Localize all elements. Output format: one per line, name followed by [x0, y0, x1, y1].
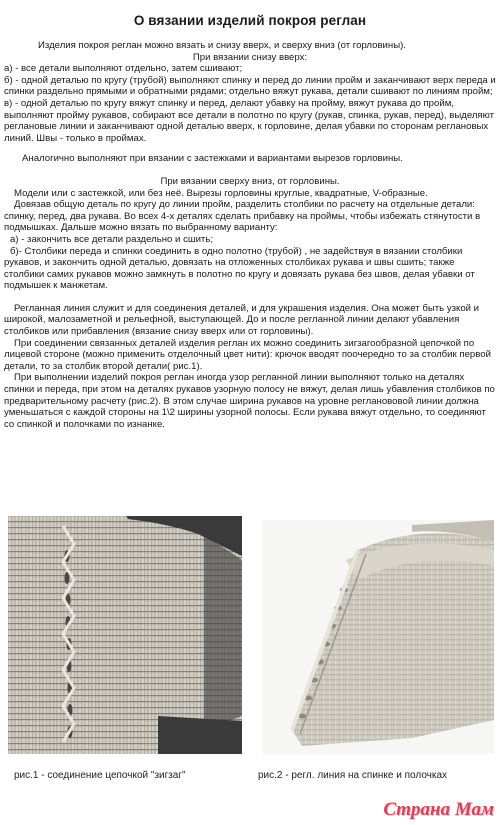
article-title: О вязании изделий покроя реглан [133, 13, 367, 28]
crochet-zigzag-image [8, 516, 242, 754]
paragraph-divide: Довязав общую деталь по кругу до линии пройм, разделить столбики по расчету на отдельные детали: спинку, перед, два рукава. Во всех 4-х деталях сделать прибавку на проймы, чтобы избежать стянутости в подмышках. Дальше можно вязать по выбранному варианту: [4, 199, 481, 234]
figure-2-photo [262, 520, 494, 754]
paragraph-b: б) - одной деталью по кругу (трубой) выполняют спинку и перед до линии пройм и заканчивают верх переда и спинки раздельно прямыми и обратными рядами; отдельно вяжут рукава, детали сшивают по линиям пройм; [4, 74, 496, 98]
figure-1-photo [8, 516, 242, 754]
paragraph-raglan-line: Регланная линия служит и для соединения деталей, и для украшения изделия. Она может быть узкой и широкой, малозаметной и рельефной, выступающей. До и после регланной линии делают убавления столбиков или прибавления (вязание снизу вверх или от горловины). [4, 302, 480, 338]
paragraph-td-b: б)- Столбики переда и спинки соединить в одно полотно (трубой) , не задействуя в вязании столбики рукавов, и закончить одной деталью, довязать на отложенных столбиках рукава и швы сшить; также столбики самих рукавов можно замкнуть в полотно по кругу и довязать рукава без швов, делая убавки от подмышек к манжетам. [4, 245, 475, 292]
strana-mam-logo [383, 799, 494, 821]
paragraph-models: Модели или с застежкой, или без неё. Вырезы горловины круглые, квадратные, V-образные. [14, 187, 428, 199]
paragraph-top-down-heading: При вязании сверху вниз, от горловины. [160, 175, 340, 187]
paragraph-c: в) - одной деталью по кругу вяжут спинку и перед, делают убавку на пройму, вяжут рукава до пройм, выполняют пройму рукавов, собирают все детали в полотно по кругу (рукав, спинка, рукав, перед), выделяют реглановые линии и заканчивают одной деталью вверх, к горловине, делая убавки по сторонам реглановых линий. Швы - только в проймах. [4, 97, 495, 144]
crochet-raglan-image [262, 520, 494, 754]
figure-2-caption: рис.2 - регл. линия на спинке и полочках [258, 770, 448, 781]
article-body [4, 40, 496, 430]
logo-text: Страна Мам [383, 799, 494, 820]
paragraph-similar: Аналогично выполняют при вязании с застежками и вариантами вырезов горловины. [22, 153, 403, 165]
paragraph-td-a: а) - закончить все детали раздельно и сшить; [10, 233, 213, 245]
paragraph-pattern: При выполнении изделий покроя реглан иногда узор регланной линии выполняют только на деталях спинки и переда, при этом на деталях рукавов узорную полосу не вяжут, делая лишь убавления столбиков по предварительному расчету (рис.2). В этом случае ширина рукавов на уровне регланововой линии должна уменьшаться с каждой стороны на 1\2 ширины узорной полосы. Если рукава вяжут отдельно, то соединяют со спинкой и полочками по изнанке. [4, 372, 495, 430]
paragraph-bottom-up-heading: При вязании снизу вверх: [192, 51, 308, 63]
paragraph-a: а) - все детали выполняют отдельно, затем сшивают; [4, 63, 243, 75]
paragraph-zigzag: При соединении связанных деталей изделия реглан их можно соединить зигзагообразной цепочкой по лицевой стороне (можно применить отделочный цвет нити): крючок вводят поочередно то за столбик первой детали, то за столбик второй детали( рис.1). [4, 337, 491, 372]
paragraph-intro: Изделия покроя реглан можно вязать и снизу вверх, и сверху вниз (от горловины). [38, 40, 406, 51]
figure-1-caption: рис.1 - соединение цепочкой "зигзаг" [14, 770, 186, 781]
